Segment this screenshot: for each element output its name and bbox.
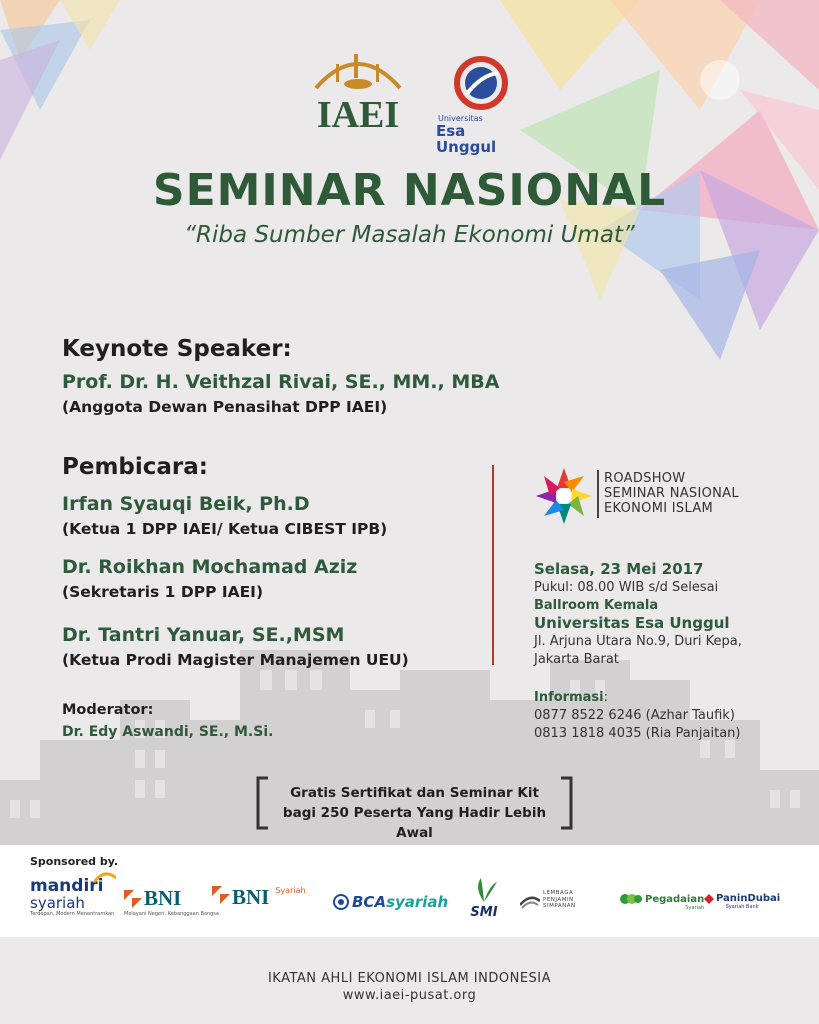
esa-unggul-small-text: Universitas	[438, 114, 483, 123]
iaei-logo	[306, 48, 410, 136]
gratis-line1: Gratis Sertifikat dan Seminar Kit	[290, 785, 539, 801]
bni-logo-icon	[124, 890, 142, 908]
mandiri-swoosh-icon	[94, 872, 116, 884]
keynote-role: (Anggota Dewan Penasihat DPP IAEI)	[62, 398, 388, 416]
contact-label: Informasi	[534, 690, 604, 705]
mandiri-text: mandiri	[30, 876, 104, 896]
contact-heading	[534, 690, 608, 705]
keynote-name: Prof. Dr. H. Veithzal Rivai, SE., MM., MBA	[62, 371, 500, 393]
smi-leaf-icon	[469, 878, 499, 902]
contact-phone-1: 0877 8522 6246 (Azhar Taufik)	[534, 708, 735, 723]
footer	[0, 970, 819, 1004]
gratis-notice	[268, 783, 561, 843]
event-time-value: : 08.00 WIB s/d Selesai	[568, 580, 719, 595]
event-venue: Ballroom Kemala	[534, 598, 659, 613]
bca-text: BCA	[352, 893, 387, 911]
speaker-name: Dr. Tantri Yanuar, SE.,MSM	[62, 624, 345, 646]
contact-phone-2: 0813 1818 4035 (Ria Panjaitan)	[534, 726, 741, 741]
bca-logo-icon	[333, 894, 349, 910]
event-time	[534, 580, 718, 595]
iaei-logo-text: IAEI	[316, 94, 400, 136]
pegadaian-sub: Syariah	[685, 905, 705, 911]
roadshow-divider-line	[597, 470, 600, 518]
mandiri-tagline: Terdepan, Modern Menentramkan	[30, 911, 115, 917]
sponsor-lps	[520, 890, 576, 910]
footer-url[interactable]: www.iaei-pusat.org	[342, 988, 477, 1003]
panin-text: PaninDubai	[716, 893, 781, 904]
panin-sub: Syariah Bank	[725, 904, 759, 910]
event-date: Selasa, 23 Mei 2017	[534, 560, 704, 578]
smi-text: SMI	[470, 905, 498, 920]
event-time-label: Pukul	[534, 580, 569, 595]
roadshow-star-icon	[534, 466, 594, 526]
sponsor-panin-dubai	[704, 893, 780, 910]
footer-org: IKATAN AHLI EKONOMI ISLAM INDONESIA	[267, 971, 552, 986]
sponsor-bni-syariah	[212, 886, 306, 908]
bni-tagline: Melayani Negeri, Kebanggaan Bangsa	[124, 911, 219, 917]
event-address-line2: Jakarta Barat	[534, 652, 619, 667]
esa-unggul-logo	[436, 55, 526, 156]
speaker-name: Dr. Roikhan Mochamad Aziz	[62, 556, 358, 578]
event-university: Universitas Esa Unggul	[534, 614, 730, 632]
page-title: SEMINAR NASIONAL	[152, 165, 667, 216]
panin-logo-icon	[704, 894, 714, 904]
event-address-line1: Jl. Arjuna Utara No.9, Duri Kepa,	[534, 634, 742, 649]
speakers-heading: Pembicara:	[62, 454, 208, 480]
pegadaian-text: Pegadaian	[645, 893, 705, 905]
bni-syariah-sub: Syariah	[275, 886, 306, 895]
speaker-role: (Ketua 1 DPP IAEI/ Ketua CIBEST IPB)	[62, 520, 388, 538]
sponsor-strip	[0, 845, 819, 937]
keynote-heading: Keynote Speaker:	[62, 336, 292, 362]
speaker-role: (Sekretaris 1 DPP IAEI)	[62, 583, 264, 601]
roadshow-line1: ROADSHOW	[604, 471, 686, 486]
contact-colon: :	[603, 690, 608, 705]
gratis-line2: bagi 250 Peserta Yang Hadir Lebih Awal	[282, 805, 547, 841]
moderator-heading: Moderator:	[62, 702, 154, 718]
lps-line3: SIMPANAN	[543, 903, 576, 909]
roadshow-line2: SEMINAR NASIONAL	[604, 486, 739, 501]
mandiri-syariah-text: syariah	[30, 894, 85, 912]
sponsor-smi	[457, 878, 511, 919]
lps-logo-icon	[520, 891, 540, 909]
esa-unggul-text: Esa Unggul	[436, 122, 497, 156]
sponsor-bni	[124, 886, 219, 917]
sponsor-mandiri-syariah	[30, 876, 116, 917]
sponsors-heading: Sponsored by.	[30, 855, 119, 868]
speaker-name: Irfan Syauqi Beik, Ph.D	[62, 493, 310, 515]
roadshow-line3: EKONOMI ISLAM	[604, 501, 714, 516]
bca-syariah-text: syariah	[386, 893, 449, 911]
roadshow-text	[604, 471, 739, 516]
lps-line2: PENJAMIN	[543, 896, 574, 903]
pegadaian-logo-icon	[619, 893, 643, 905]
bni-syariah-text: BNI	[232, 885, 270, 909]
page-subtitle: “Riba Sumber Masalah Ekonomi Umat”	[184, 222, 635, 248]
lps-line1: LEMBAGA	[543, 890, 574, 896]
bni-syariah-logo-icon	[212, 886, 230, 904]
globe-emblem-icon	[436, 55, 526, 111]
sponsor-pegadaian	[619, 893, 704, 911]
bni-text: BNI	[144, 886, 182, 910]
sponsor-bca-syariah	[333, 893, 448, 911]
speaker-role: (Ketua Prodi Magister Manajemen UEU)	[62, 651, 409, 669]
moderator-name: Dr. Edy Aswandi, SE., M.Si.	[62, 724, 274, 740]
mosque-emblem-icon	[306, 48, 410, 92]
